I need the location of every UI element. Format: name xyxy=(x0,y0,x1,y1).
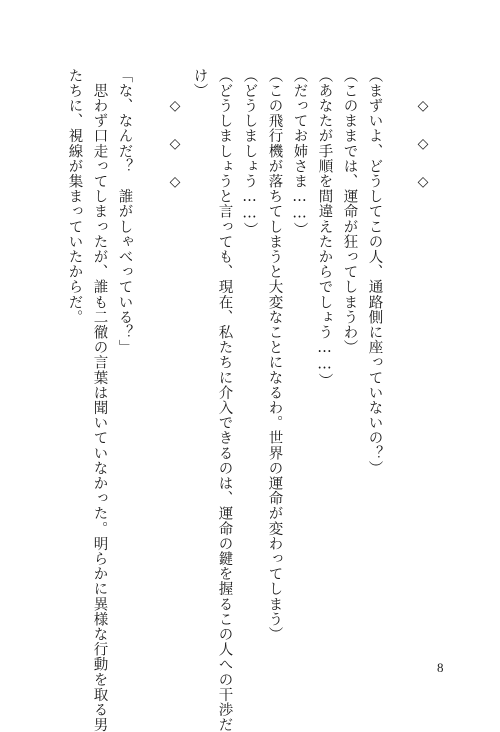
text-column-8: け） xyxy=(191,68,208,99)
text-column-2: （このままでは、運命が狂ってしまうわ） xyxy=(341,68,358,355)
text-column-10: 思わず口走ってしまったが、誰も二徹の言葉は聞いていなかった。明らかに異様な行動を取る男 xyxy=(91,68,108,732)
text-column-9: 「な、なんだ？ 誰がしゃべっている？」 xyxy=(116,68,133,355)
text-column-6: （どうしましょう……） xyxy=(241,68,258,238)
section-break-middle: ◇◇◇ xyxy=(167,98,183,212)
text-column-7: （どうしましょうと言っても、現在、私たちに介入できるのは、運命の鍵を握るこの人への干渉だ xyxy=(216,68,233,732)
text-column-3: （あなたが手順を間違えたからでしょう……） xyxy=(316,68,333,389)
text-column-4: （だってお姉さま……） xyxy=(291,68,308,238)
text-column-1: （まずいよ、どうしてこの人、通路側に座っていないの？） xyxy=(366,68,383,476)
text-column-5: （この飛行機が落ちてしまうと大変なことになるわ。世界の運命が変わってしまう） xyxy=(266,68,283,642)
text-column-11: たちに、視線が集まっていたからだ。 xyxy=(66,68,83,325)
section-break-top: ◇◇◇ xyxy=(415,98,431,212)
page-number: 8 xyxy=(437,660,444,675)
